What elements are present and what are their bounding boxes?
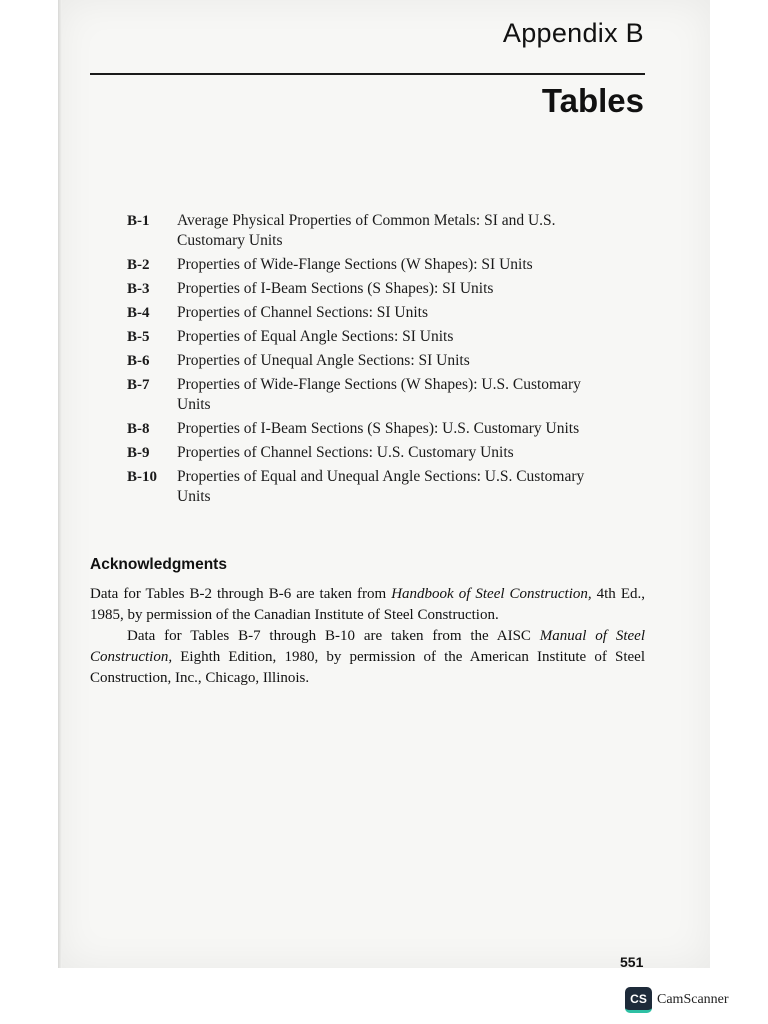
page-edge [58, 0, 62, 968]
table-title: Properties of Channel Sections: SI Units [177, 304, 428, 321]
ack-text: Data for Tables B-7 through B-10 are taken from the AISC [127, 628, 540, 644]
table-list-item [127, 419, 617, 439]
table-number: B-6 [127, 353, 150, 369]
table-number: B-2 [127, 257, 150, 273]
table-list-item [127, 211, 617, 251]
acknowledgments-paragraph [90, 584, 645, 626]
table-list-item [127, 279, 617, 299]
camscanner-logo-icon: CS [625, 987, 652, 1013]
table-title: Properties of I-Beam Sections (S Shapes): SI Units [177, 280, 494, 297]
acknowledgments-body [90, 584, 645, 689]
table-number: B-3 [127, 281, 150, 297]
table-number: B-4 [127, 305, 150, 321]
table-list-item [127, 467, 617, 507]
ack-text: Eighth Edition, 1980, by permission of the American Institute of Steel Construction, Inc., Chicago, Illinois. [90, 649, 645, 686]
table-title: Properties of Wide-Flange Sections (W Shapes): SI Units [177, 256, 533, 273]
table-list-item [127, 327, 617, 347]
table-number: B-9 [127, 445, 150, 461]
camscanner-watermark [625, 987, 729, 1013]
acknowledgments-paragraph [90, 626, 645, 689]
table-list [127, 211, 617, 511]
camscanner-label: CamScanner [657, 992, 729, 1007]
table-list-item [127, 351, 617, 371]
table-title: Properties of Channel Sections: U.S. Customary Units [177, 444, 514, 461]
page-number: 551 [620, 954, 644, 970]
table-title: Properties of I-Beam Sections (S Shapes): U.S. Customary Units [177, 420, 580, 437]
table-title: Properties of Equal Angle Sections: SI Units [177, 328, 454, 345]
table-number: B-5 [127, 329, 150, 345]
table-title: Properties of Unequal Angle Sections: SI Units [177, 352, 470, 369]
table-title: Properties of Equal and Unequal Angle Sections: U.S. Customary Units [177, 468, 585, 505]
table-list-item [127, 443, 617, 463]
ack-text: Data for Tables B-2 through B-6 are taken from [90, 586, 392, 602]
heading-rule [90, 73, 645, 75]
book-title: Handbook of Steel Construction, [391, 586, 592, 602]
ack-text: 4th Ed., 1985, by permission of the Canadian Institute of Steel Construction. [90, 586, 645, 623]
page-title: Tables [541, 82, 644, 119]
table-number: B-10 [127, 469, 157, 485]
table-title: Average Physical Properties of Common Metals: SI and U.S. Customary Units [177, 212, 556, 249]
table-title: Properties of Wide-Flange Sections (W Shapes): U.S. Customary Units [177, 376, 581, 413]
table-number: B-8 [127, 421, 150, 437]
acknowledgments-heading: Acknowledgments [90, 556, 227, 573]
book-title: Manual of Steel Construction, [90, 628, 645, 665]
appendix-heading: Appendix B [502, 18, 644, 48]
table-number: B-7 [127, 377, 150, 393]
table-list-item [127, 375, 617, 415]
table-list-item [127, 303, 617, 323]
table-number: B-1 [127, 213, 150, 229]
table-list-item [127, 255, 617, 275]
